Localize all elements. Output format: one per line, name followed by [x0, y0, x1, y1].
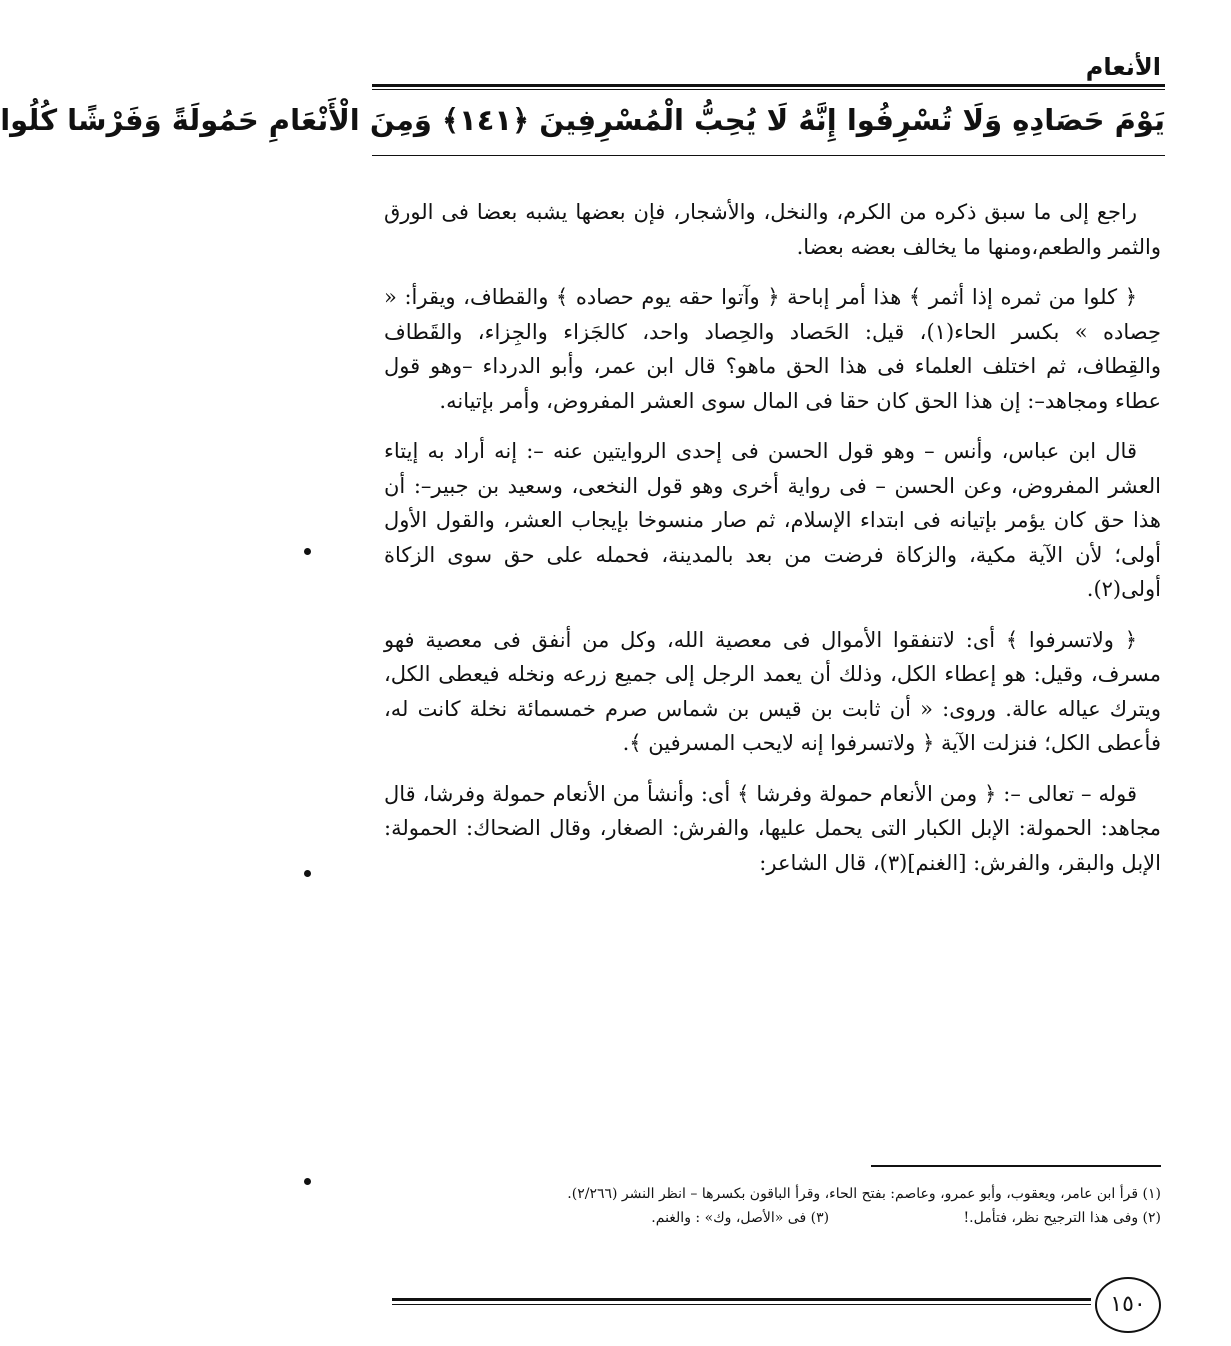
footnote: (٢) وفى هذا الترجيح نظر، فتأمل.! — [963, 1210, 1161, 1226]
quran-verse-line: يَوْمَ حَصَادِهِ وَلَا تُسْرِفُوا إِنَّهُ لَا يُحِبُّ الْمُسْرِفِينَ ﴿١٤١﴾ وَمِنَ الْأَنْعَامِ حَمُولَةً وَفَرْشًا كُلُوا — [0, 103, 1165, 137]
paragraph: قال ابن عباس، وأنس – وهو قول الحسن فى إحدى الروايتين عنه –: إنه أراد به إيتاء العشر المفروض، وعن الحسن – فى رواية أخرى وهو قول النخعى، وسعيد بن جبير–: أن هذا حق كان يؤمر بإتيانه فى ابتداء الإسلام، ثم صار منسوخا بإيجاب العشر، والقول الأول أولى؛ لأن الآية مكية، والزكاة فرضت من بعد بالمدينة، فحمله على حق سوى الزكاة أولى(٢). — [384, 439, 1161, 601]
commentary-body — [384, 195, 1161, 896]
page-number: ١٥٠ — [1095, 1277, 1161, 1333]
paragraph: ﴿ كلوا من ثمره إذا أثمر ﴾ هذا أمر إباحة ﴿ وآتوا حقه يوم حصاده ﴾ والقطاف، ويقرأ: « حِصاده » بكسر الحاء(١)، قيل: الحَصاد والحِصاد واحد، كالجَزاء والجِزاء، والقَطاف والقِطاف، ثم اختلف العلماء فى هذا الحق ماهو؟ قال ابن عمر، وأبو الدرداء –وهو قول عطاء ومجاهد–: إن هذا الحق كان حقا فى المال سوى العشر المفروض، وأمر بإتيانه. — [384, 285, 1161, 413]
footnotes — [392, 1182, 1161, 1230]
margin-mark — [304, 548, 311, 555]
paragraph: قوله – تعالى –: ﴿ ومن الأنعام حمولة وفرشا ﴾ أى: وأنشأ من الأنعام حمولة وفرشا، قال مجاهد: الحمولة: الإبل الكبار التى يحمل عليها، والفرش: الصغار، وقال الضحاك: الحمولة: الإبل والبقر، والفرش: [الغنم](٣)، قال الشاعر: — [384, 781, 1161, 875]
margin-mark — [304, 870, 311, 877]
footer-rule — [392, 1298, 1091, 1301]
margin-mark — [304, 1178, 311, 1185]
footnote: (٣) فى «الأصل، وك» : والغنم. — [651, 1210, 830, 1226]
header-rule-thin — [372, 89, 1165, 90]
paragraph: ﴿ ولاتسرفوا ﴾ أى: لاتنفقوا الأموال فى معصية الله، وكل من أنفق فى معصية فهو مسرف، وقيل: هو إعطاء الكل، وذلك أن يعمد الرجل إلى جميع زرعه ونخله فيعطى الكل، ويترك عياله عالة. وروى: « أن ثابت بن قيس بن شماس صرم خمسمائة نخلة كانت له، فأعطى الكل؛ فنزلت الآية ﴿ ولاتسرفوا إنه لايحب المسرفين ﴾. — [384, 627, 1161, 755]
paragraph: راجع إلى ما سبق ذكره من الكرم، والنخل، والأشجار، فإن بعضها يشبه بعضا فى الورق والثمر والطعم،ومنها ما يخالف بعضه بعضا. — [384, 200, 1161, 259]
footnote-separator — [871, 1165, 1161, 1167]
running-header-surah: الأنعام — [1085, 53, 1161, 81]
verse-rule — [372, 155, 1165, 156]
footnote-row — [392, 1206, 1161, 1230]
footer-rule-thin — [392, 1304, 1091, 1305]
footnote: (١) قرأ ابن عامر، ويعقوب، وأبو عمرو، وعاصم: بفتح الحاء، وقرأ الباقون بكسرها – انظر النشر (٢/٢٦٦). — [567, 1186, 1161, 1202]
header-rule — [372, 84, 1165, 87]
